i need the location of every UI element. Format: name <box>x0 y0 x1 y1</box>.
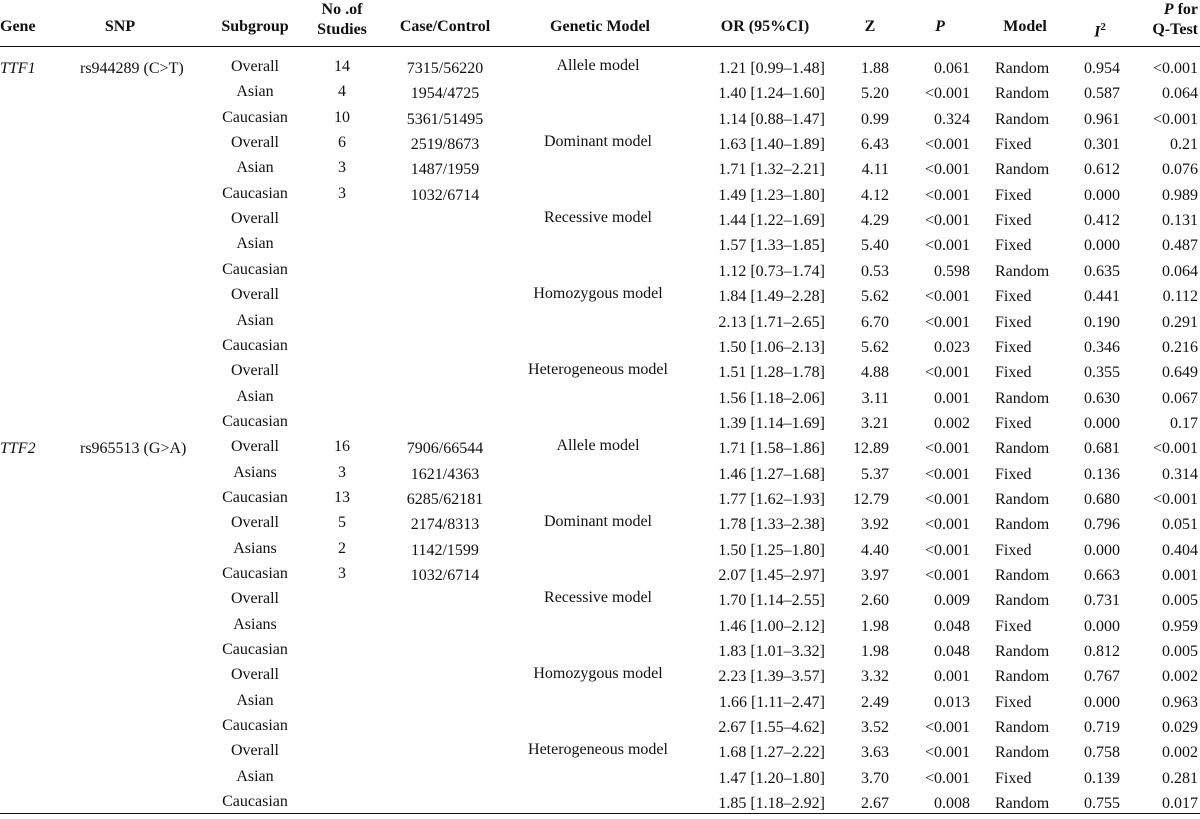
cell-p: <0.001 <box>924 465 970 483</box>
cell-model: Random <box>995 110 1050 128</box>
cell-subgroup: Overall <box>231 134 279 152</box>
cell-gm: Heterogeneous model <box>528 741 668 759</box>
cell-z: 3.63 <box>861 744 889 762</box>
cell-pq: 0.029 <box>1162 719 1198 737</box>
cell-subgroup: Overall <box>231 210 279 228</box>
cell-i2: 0.139 <box>1084 769 1120 787</box>
cell-model: Random <box>995 516 1050 534</box>
cell-pq: 0.005 <box>1162 592 1198 610</box>
cell-z: 4.88 <box>861 364 889 382</box>
cell-z: 3.97 <box>861 567 889 584</box>
header-subgroup: Subgroup <box>221 18 289 35</box>
cell-subgroup: Asian <box>236 767 274 785</box>
cell-pq: 0.002 <box>1162 744 1198 762</box>
cell-or: 1.57 [1.33–1.85] <box>718 237 825 255</box>
table-row <box>0 693 1200 718</box>
cell-z: 12.89 <box>853 440 889 458</box>
cell-z: 2.67 <box>861 795 889 813</box>
cell-subgroup: Caucasian <box>222 336 288 354</box>
cell-model: Fixed <box>995 288 1032 306</box>
cell-z: 4.11 <box>861 161 889 179</box>
cell-or: 2.13 [1.71–2.65] <box>718 313 825 331</box>
cell-z: 5.62 <box>861 288 889 306</box>
cell-subgroup: Asian <box>236 311 274 329</box>
cell-cc: 1032/6714 <box>410 567 480 584</box>
cell-z: 2.60 <box>861 592 889 610</box>
cell-model: Fixed <box>995 617 1032 635</box>
header-rule <box>0 46 1200 47</box>
cell-cc: 1142/1599 <box>411 541 479 559</box>
cell-subgroup: Caucasian <box>222 565 288 582</box>
cell-model: Random <box>995 262 1050 280</box>
cell-p: 0.598 <box>934 262 970 280</box>
cell-z: 5.40 <box>861 237 889 255</box>
cell-i2: 0.301 <box>1084 136 1120 154</box>
cell-z: 3.32 <box>861 668 889 686</box>
cell-model: Fixed <box>995 212 1032 230</box>
cell-i2: 0.630 <box>1084 389 1120 407</box>
cell-z: 4.29 <box>861 212 889 230</box>
cell-or: 1.71 [1.32–2.21] <box>718 161 825 179</box>
table-row <box>0 313 1200 338</box>
cell-pq: 0.17 <box>1170 414 1198 432</box>
cell-i2: 0.000 <box>1084 414 1120 432</box>
cell-i2: 0.000 <box>1084 693 1120 711</box>
cell-model: Fixed <box>995 769 1032 787</box>
cell-i2: 0.635 <box>1084 262 1120 280</box>
cell-i2: 0.190 <box>1084 313 1120 331</box>
cell-pq: 0.112 <box>1162 288 1198 306</box>
cell-p: 0.001 <box>934 668 970 686</box>
cell-or: 1.66 [1.11–2.47] <box>718 693 825 711</box>
cell-p: 0.001 <box>934 389 970 407</box>
cell-or: 2.67 [1.55–4.62] <box>718 719 825 737</box>
cell-or: 1.71 [1.58–1.86] <box>718 440 825 458</box>
cell-p: <0.001 <box>924 136 970 154</box>
table-row <box>0 59 1200 84</box>
cell-i2: 0.000 <box>1084 617 1120 635</box>
cell-model: Random <box>995 668 1050 686</box>
cell-cc: 1954/4725 <box>410 85 480 103</box>
table-row <box>0 515 1200 540</box>
cell-p: <0.001 <box>924 719 970 737</box>
cell-p: <0.001 <box>924 85 970 103</box>
cell-model: Random <box>995 719 1050 737</box>
cell-i2: 0.000 <box>1084 186 1120 204</box>
cell-z: 1.98 <box>861 617 889 635</box>
cell-gm: Recessive model <box>544 589 652 607</box>
cell-subgroup: Asian <box>236 159 274 177</box>
header-i2 <box>1070 17 1130 42</box>
cell-p: <0.001 <box>924 769 970 787</box>
cell-subgroup: Caucasian <box>222 793 288 811</box>
cell-subgroup: Caucasian <box>222 488 288 506</box>
table-row <box>0 743 1200 768</box>
table-row <box>0 591 1200 616</box>
cell-i2: 0.755 <box>1084 795 1120 813</box>
cell-or: 1.46 [1.00–2.12] <box>718 617 825 635</box>
cell-p: 0.008 <box>934 795 970 813</box>
cell-model: Random <box>995 795 1050 813</box>
cell-z: 3.52 <box>861 719 889 737</box>
cell-z: 3.70 <box>861 769 889 787</box>
cell-pq: 0.067 <box>1162 389 1198 407</box>
cell-z: 12.79 <box>853 490 889 508</box>
cell-or: 1.84 [1.49–2.28] <box>718 288 825 306</box>
cell-z: 5.62 <box>861 338 889 356</box>
cell-pq: 0.314 <box>1162 465 1198 483</box>
cell-z: 2.49 <box>861 693 889 711</box>
cell-gm: Recessive model <box>544 209 652 227</box>
cell-subgroup: Overall <box>231 666 279 684</box>
cell-gm: Allele model <box>556 57 640 74</box>
cell-model: Fixed <box>995 186 1032 204</box>
cell-subgroup: Overall <box>231 286 279 304</box>
cell-p: <0.001 <box>924 288 970 306</box>
cell-gene: TTF1 <box>0 60 36 77</box>
cell-subgroup: Caucasian <box>222 717 288 735</box>
cell-i2: 0.587 <box>1084 85 1120 103</box>
cell-gm: Allele model <box>556 437 640 455</box>
cell-pq: 0.963 <box>1162 693 1198 711</box>
table-row <box>0 667 1200 692</box>
cell-cc: 1621/4363 <box>410 465 480 483</box>
cell-p: 0.324 <box>934 110 970 128</box>
table-row <box>0 794 1200 819</box>
cell-cc: 7315/56220 <box>406 60 484 77</box>
cell-or: 1.40 [1.24–1.60] <box>718 85 825 103</box>
cell-z: 0.99 <box>861 110 889 128</box>
cell-i2: 0.000 <box>1084 237 1120 255</box>
cell-pq: 0.487 <box>1162 237 1198 255</box>
header-pq <box>1130 0 1198 40</box>
cell-gm: Homozygous model <box>533 285 663 303</box>
cell-model: Fixed <box>995 313 1032 331</box>
cell-gm: Dominant model <box>544 513 652 531</box>
cell-i2: 0.680 <box>1084 490 1120 508</box>
cell-p: <0.001 <box>924 440 970 458</box>
cell-i2: 0.412 <box>1084 212 1120 230</box>
header-pq-p: P <box>1163 1 1174 18</box>
cell-z: 5.37 <box>861 465 889 483</box>
cell-subgroup: Asians <box>233 539 277 557</box>
cell-or: 1.56 [1.18–2.06] <box>718 389 825 407</box>
cell-z: 6.70 <box>861 313 889 331</box>
cell-subgroup: Caucasian <box>222 184 288 202</box>
cell-or: 1.44 [1.22–1.69] <box>718 212 825 230</box>
cell-model: Fixed <box>995 693 1032 711</box>
header-z: Z <box>864 18 876 35</box>
bottom-rule <box>0 813 1200 814</box>
cell-model: Random <box>995 643 1050 661</box>
cell-pq: 0.005 <box>1162 643 1198 661</box>
cell-or: 1.49 [1.23–1.80] <box>718 186 825 204</box>
cell-z: 1.98 <box>861 643 889 661</box>
cell-model: Random <box>995 60 1050 77</box>
cell-studies: 3 <box>338 159 346 177</box>
cell-or: 2.23 [1.39–3.57] <box>718 668 825 686</box>
cell-i2: 0.796 <box>1084 516 1120 534</box>
cell-z: 0.53 <box>861 262 889 280</box>
header-i2-sup: 2 <box>1100 21 1106 33</box>
header-model: Model <box>1003 18 1047 35</box>
header-pq-line1 <box>1130 0 1198 20</box>
cell-subgroup: Overall <box>231 58 279 75</box>
cell-i2: 0.954 <box>1084 60 1120 77</box>
header-or: OR (95%CI) <box>720 18 810 35</box>
cell-subgroup: Asians <box>233 463 277 481</box>
cell-snp: rs965513 (G>A) <box>80 440 187 458</box>
table-row <box>0 287 1200 312</box>
cell-or: 1.85 [1.18–2.92] <box>718 795 825 813</box>
cell-studies: 6 <box>338 134 346 152</box>
cell-pq: 0.404 <box>1162 541 1198 559</box>
cell-p: <0.001 <box>924 541 970 559</box>
table-row <box>0 135 1200 160</box>
cell-p: <0.001 <box>924 161 970 179</box>
cell-i2: 0.758 <box>1084 744 1120 762</box>
cell-p: 0.048 <box>934 643 970 661</box>
cell-pq: 0.21 <box>1170 136 1198 154</box>
cell-subgroup: Caucasian <box>222 260 288 278</box>
cell-model: Random <box>995 85 1050 103</box>
cell-subgroup: Asian <box>236 83 274 101</box>
table-row <box>0 363 1200 388</box>
cell-subgroup: Overall <box>231 438 279 456</box>
cell-i2: 0.441 <box>1084 288 1120 306</box>
header-pq-line2: Q-Test <box>1152 21 1198 38</box>
cell-pq: 0.002 <box>1162 668 1198 686</box>
cell-cc: 1487/1959 <box>410 161 480 179</box>
cell-or: 2.07 [1.45–2.97] <box>718 567 825 584</box>
cell-subgroup: Overall <box>231 514 279 532</box>
cell-or: 1.12 [0.73–1.74] <box>718 262 825 280</box>
cell-subgroup: Asian <box>236 691 274 709</box>
cell-gm: Homozygous model <box>533 665 663 683</box>
cell-cc: 5361/51495 <box>406 110 484 128</box>
cell-or: 1.77 [1.62–1.93] <box>718 490 825 508</box>
cell-or: 1.21 [0.99–1.48] <box>718 60 825 77</box>
cell-pq: 0.064 <box>1162 262 1198 280</box>
cell-pq: 0.017 <box>1162 795 1198 813</box>
cell-model: Random <box>995 440 1050 458</box>
cell-subgroup: Caucasian <box>222 108 288 126</box>
cell-i2: 0.612 <box>1084 161 1120 179</box>
cell-z: 6.43 <box>861 136 889 154</box>
cell-or: 1.50 [1.06–2.13] <box>718 338 825 356</box>
header-gene: Gene <box>0 18 36 35</box>
cell-model: Random <box>995 490 1050 508</box>
cell-or: 1.68 [1.27–2.22] <box>718 744 825 762</box>
cell-studies: 13 <box>334 488 350 506</box>
cell-i2: 0.767 <box>1084 668 1120 686</box>
cell-z: 4.12 <box>861 186 889 204</box>
cell-p: <0.001 <box>924 186 970 204</box>
cell-i2: 0.681 <box>1084 440 1120 458</box>
cell-z: 4.40 <box>861 541 889 559</box>
cell-studies: 3 <box>338 184 346 202</box>
cell-pq: 0.051 <box>1162 516 1198 534</box>
cell-studies: 4 <box>338 83 346 101</box>
cell-p: 0.061 <box>934 60 970 77</box>
cell-studies: 16 <box>334 438 350 456</box>
cell-p: <0.001 <box>924 744 970 762</box>
cell-i2: 0.136 <box>1084 465 1120 483</box>
cell-p: <0.001 <box>924 313 970 331</box>
cell-model: Fixed <box>995 364 1032 382</box>
cell-subgroup: Asians <box>233 615 277 633</box>
cell-pq: <0.001 <box>1152 60 1198 77</box>
cell-studies: 3 <box>338 565 346 582</box>
cell-model: Fixed <box>995 136 1032 154</box>
cell-model: Fixed <box>995 465 1032 483</box>
cell-subgroup: Overall <box>231 590 279 608</box>
header-studies <box>300 0 384 40</box>
cell-i2: 0.731 <box>1084 592 1120 610</box>
table-row <box>0 211 1200 236</box>
table-row <box>0 160 1200 185</box>
cell-gene: TTF2 <box>0 440 36 458</box>
cell-pq: 0.131 <box>1162 212 1198 230</box>
cell-cc: 7906/66544 <box>406 440 484 458</box>
header-pq-for: for <box>1173 1 1198 18</box>
header-i2-letter: I <box>1094 23 1101 41</box>
cell-model: Random <box>995 389 1050 407</box>
cell-pq: 0.649 <box>1162 364 1198 382</box>
table-row <box>0 465 1200 490</box>
header-studies-line1: No .of <box>321 1 363 18</box>
cell-model: Fixed <box>995 237 1032 255</box>
cell-pq: <0.001 <box>1152 440 1198 458</box>
cell-pq: 0.064 <box>1162 85 1198 103</box>
cell-cc: 2519/8673 <box>410 136 480 154</box>
cell-subgroup: Overall <box>231 362 279 380</box>
header-case-control: Case/Control <box>399 18 491 35</box>
table-row <box>0 84 1200 109</box>
cell-pq: 0.001 <box>1162 567 1198 584</box>
header-studies-line2: Studies <box>317 21 367 38</box>
cell-p: <0.001 <box>924 567 970 584</box>
cell-snp: rs944289 (C>T) <box>80 60 184 77</box>
cell-subgroup: Overall <box>231 742 279 760</box>
cell-p: <0.001 <box>924 364 970 382</box>
cell-or: 1.70 [1.14–2.55] <box>718 592 825 610</box>
cell-p: 0.009 <box>934 592 970 610</box>
cell-model: Random <box>995 161 1050 179</box>
header-snp: SNP <box>104 18 136 35</box>
cell-or: 1.83 [1.01–3.32] <box>718 643 825 661</box>
cell-i2: 0.000 <box>1084 541 1120 559</box>
cell-i2: 0.812 <box>1084 643 1120 661</box>
cell-model: Random <box>995 592 1050 610</box>
cell-z: 1.88 <box>861 60 889 77</box>
cell-pq: 0.959 <box>1162 617 1198 635</box>
table-row <box>0 541 1200 566</box>
cell-model: Random <box>995 744 1050 762</box>
cell-or: 1.63 [1.40–1.89] <box>718 136 825 154</box>
cell-i2: 0.719 <box>1084 719 1120 737</box>
cell-pq: 0.281 <box>1162 769 1198 787</box>
cell-p: <0.001 <box>924 490 970 508</box>
cell-gm: Dominant model <box>544 133 652 151</box>
cell-p: 0.002 <box>934 414 970 432</box>
cell-p: 0.048 <box>934 617 970 635</box>
cell-or: 1.14 [0.88–1.47] <box>718 110 825 128</box>
header-genetic-model: Genetic Model <box>550 18 650 35</box>
cell-or: 1.39 [1.14–1.69] <box>718 414 825 432</box>
table-row <box>0 236 1200 261</box>
cell-i2: 0.346 <box>1084 338 1120 356</box>
cell-z: 3.21 <box>861 414 889 432</box>
header-p-text: P <box>935 18 945 35</box>
cell-or: 1.78 [1.33–2.38] <box>718 516 825 534</box>
cell-studies: 3 <box>338 463 346 481</box>
cell-or: 1.50 [1.25–1.80] <box>718 541 825 559</box>
table-row <box>0 769 1200 794</box>
cell-studies: 5 <box>338 514 346 532</box>
cell-pq: 0.216 <box>1162 338 1198 356</box>
cell-cc: 2174/8313 <box>410 516 480 534</box>
cell-studies: 14 <box>334 58 350 75</box>
cell-model: Fixed <box>995 414 1032 432</box>
table-row <box>0 617 1200 642</box>
cell-model: Fixed <box>995 541 1032 559</box>
cell-z: 3.92 <box>861 516 889 534</box>
cell-p: <0.001 <box>924 237 970 255</box>
cell-pq: 0.291 <box>1162 313 1198 331</box>
cell-cc: 6285/62181 <box>406 490 484 508</box>
cell-p: <0.001 <box>924 516 970 534</box>
cell-i2: 0.961 <box>1084 110 1120 128</box>
cell-pq: <0.001 <box>1152 490 1198 508</box>
cell-pq: 0.989 <box>1162 186 1198 204</box>
cell-subgroup: Asian <box>236 387 274 405</box>
cell-p: 0.013 <box>934 693 970 711</box>
cell-model: Random <box>995 567 1050 584</box>
cell-z: 3.11 <box>861 389 889 407</box>
cell-p: 0.023 <box>934 338 970 356</box>
cell-cc: 1032/6714 <box>410 186 480 204</box>
header-p <box>910 17 970 37</box>
table-row <box>0 389 1200 414</box>
cell-pq: <0.001 <box>1152 110 1198 128</box>
cell-studies: 2 <box>338 539 346 557</box>
table-row <box>0 439 1200 464</box>
cell-studies: 10 <box>334 108 350 126</box>
cell-or: 1.47 [1.20–1.80] <box>718 769 825 787</box>
cell-i2: 0.663 <box>1084 567 1120 584</box>
cell-or: 1.46 [1.27–1.68] <box>718 465 825 483</box>
cell-or: 1.51 [1.28–1.78] <box>718 364 825 382</box>
cell-i2: 0.355 <box>1084 364 1120 382</box>
cell-subgroup: Caucasian <box>222 412 288 430</box>
cell-z: 5.20 <box>861 85 889 103</box>
cell-gm: Heterogeneous model <box>528 361 668 379</box>
cell-subgroup: Caucasian <box>222 641 288 659</box>
cell-model: Fixed <box>995 338 1032 356</box>
cell-subgroup: Asian <box>236 235 274 253</box>
cell-pq: 0.076 <box>1162 161 1198 179</box>
cell-p: <0.001 <box>924 212 970 230</box>
